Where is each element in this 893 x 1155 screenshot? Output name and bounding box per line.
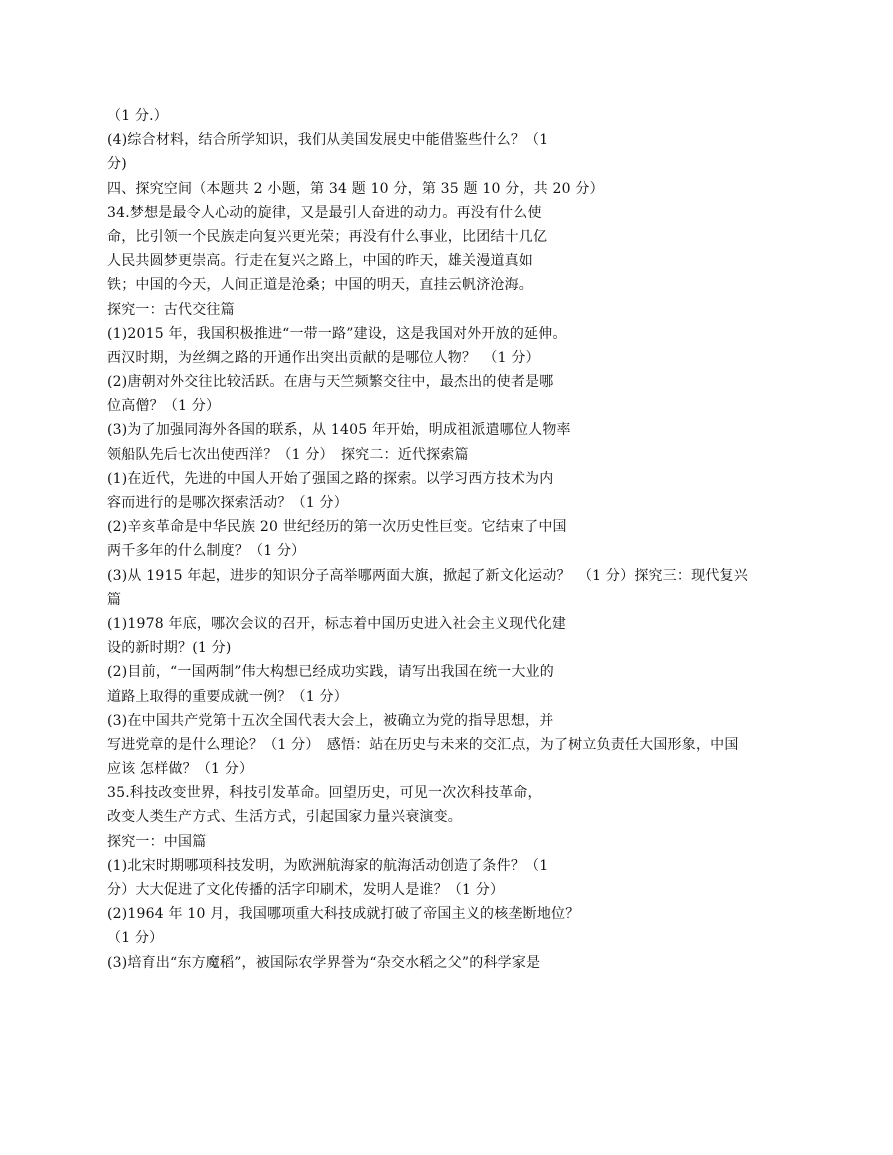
subsection-heading: 探究一：中国篇	[107, 833, 207, 850]
text-line: (3)为了加强同海外各国的联系，从 1405 年开始，明成祖派遣哪位人物率	[107, 422, 571, 439]
text-line: 写进党章的是什么理论？（1 分） 感悟：站在历史与未来的交汇点，为了树立负责任大国形象，中国	[107, 736, 739, 753]
text-line: 改变人类生产方式、生活方式，引起国家力量兴衰演变。	[107, 809, 462, 826]
text-line: 容而进行的是哪次探索活动？（1 分）	[107, 495, 348, 511]
text-line: 篇	[107, 591, 122, 608]
text-line: 分）大大促进了文化传播的活字印刷术，发明人是谁？（1 分）	[107, 882, 505, 898]
text-line: (3)培育出“东方魔稻”，被国际农学界誉为“杂交水稻之父”的科学家是	[107, 954, 541, 971]
text-line: (1)在近代，先进的中国人开始了强国之路的探索。以学习西方技术为内	[107, 470, 554, 487]
text-line: 位高僧？（1 分）	[107, 398, 221, 415]
text-line: (4)综合材料，结合所学知识，我们从美国发展史中能借鉴些什么？（1	[107, 132, 549, 149]
document-body	[107, 104, 797, 975]
text-line: 应该 怎样做？（1 分）	[107, 761, 254, 778]
text-line: 西汉时期，为丝绸之路的开通作出突出贡献的是哪位人物？ （1 分）	[107, 349, 540, 366]
text-line: 设的新时期？(1 分)	[107, 640, 232, 657]
text-line: （1 分）	[107, 930, 164, 947]
text-line: 34.梦想是最令人心动的旋律，又是最引人奋进的动力。再没有什么使	[107, 204, 542, 221]
text-line: (2)唐朝对外交往比较活跃。在唐与天竺频繁交往中，最杰出的使者是哪	[107, 374, 554, 391]
text-line: (3)在中国共产党第十五次全国代表大会上，被确立为党的指导思想，并	[107, 712, 554, 729]
text-line: (2)辛亥革命是中华民族 20 世纪经历的第一次历史性巨变。它结束了中国	[107, 519, 567, 536]
text-line: (2)1964 年 10 月，我国哪项重大科技成就打破了帝国主义的核垄断地位？	[107, 906, 580, 923]
text-line: 35.科技改变世界，科技引发革命。回望历史，可见一次次科技革命，	[107, 785, 542, 802]
subsection-heading: 探究一：古代交往篇	[107, 301, 235, 318]
text-line: （1 分.）	[107, 108, 169, 124]
text-line: (3)从 1915 年起，进步的知识分子高举哪两面大旗，掀起了新文化运动？ （1 分）探究三：现代复兴	[107, 567, 748, 584]
text-line: 分)	[107, 156, 127, 173]
text-line: (1)1978 年底，哪次会议的召开，标志着中国历史进入社会主义现代化建	[107, 615, 567, 632]
text-line: 两千多年的什么制度？（1 分）	[107, 543, 306, 560]
text-line: 领船队先后七次出使西洋？（1 分） 探究二：近代探索篇	[107, 446, 469, 463]
text-line: 道路上取得的重要成就一例？（1 分）	[107, 688, 348, 705]
section-heading: 四、探究空间（本题共 2 小题，第 34 题 10 分，第 35 题 10 分，共 20 分）	[107, 180, 604, 197]
text-line: 命，比引领一个民族走向复兴更光荣；再没有什么事业，比团结十几亿	[107, 228, 548, 245]
text-line: 铁；中国的今天，人间正道是沧桑；中国的明天，直挂云帆济沧海。	[107, 277, 533, 294]
text-line: (1)2015 年，我国积极推进“一带一路”建设，这是我国对外开放的延伸。	[107, 325, 567, 342]
text-line: (1)北宋时期哪项科技发明，为欧洲航海家的航海活动创造了条件？（1	[107, 857, 549, 874]
text-line: (2)目前，“一国两制”伟大构想已经成功实践，请写出我国在统一大业的	[107, 664, 554, 681]
text-line: 人民共圆梦更崇高。行走在复兴之路上，中国的昨天，雄关漫道真如	[107, 253, 533, 270]
